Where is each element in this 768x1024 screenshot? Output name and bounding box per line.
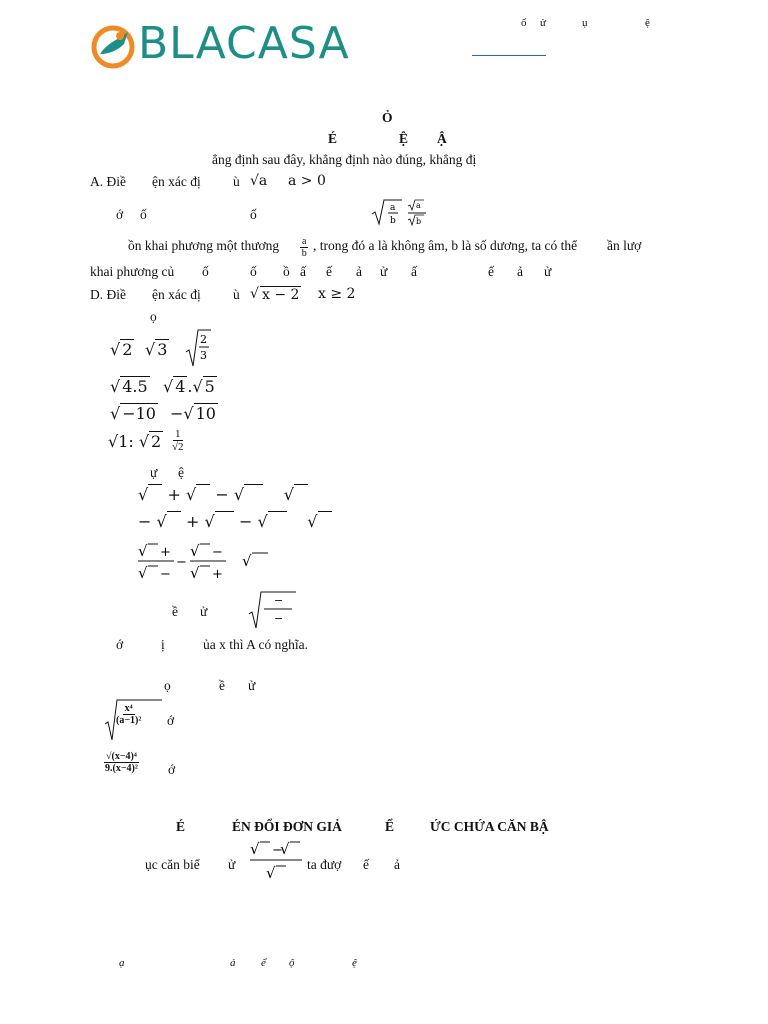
option-b-frag-2: ố <box>140 207 147 222</box>
option-d-mid: ện xác đị <box>152 287 201 302</box>
option-d-label: D. Điề <box>90 287 126 302</box>
svg-text:b: b <box>390 216 396 226</box>
q2-row1-item3 <box>185 328 215 368</box>
q5-frag-3: ử <box>248 678 256 693</box>
q2-row2-item1: √ 4.5 <box>110 377 148 396</box>
option-d-expr: x − 2 <box>262 287 300 303</box>
q4-frag-1: ề <box>172 604 178 619</box>
option-c-frag: ố <box>250 264 257 279</box>
svg-text:−: − <box>160 567 171 582</box>
option-c-frag: ố <box>202 264 209 279</box>
svg-text:+: + <box>160 545 171 560</box>
q5-frag-1: ọ <box>164 678 171 693</box>
question-intro: ẳng định sau đây, khẳng định nào đúng, khẳng đị <box>212 152 477 167</box>
header-link-underline[interactable] <box>472 55 546 56</box>
svg-text:√: √ <box>242 552 252 570</box>
footer-fragment: ộ <box>289 957 295 969</box>
svg-text:√: √ <box>190 564 200 582</box>
svg-text:a: a <box>390 203 396 213</box>
q2-row4-item1: √1: √ 2 <box>108 432 162 451</box>
option-a-label: A. Điề <box>90 174 126 189</box>
option-c-frag: ồ <box>283 264 290 279</box>
option-d-sqrt-sign: √ <box>250 286 259 302</box>
svg-text:−: − <box>272 843 283 858</box>
option-c-frag: ế <box>488 264 494 279</box>
q2-row3-item1: √ −10 <box>110 404 156 423</box>
svg-text:−: − <box>274 594 284 607</box>
svg-text:b: b <box>416 217 422 226</box>
q6-start: ục căn biể <box>145 857 200 872</box>
header-fragment-4: ệ <box>645 17 650 29</box>
svg-text:√: √ <box>138 564 148 582</box>
q5-fraction-2: $\frac{\text{√(x−4)⁴}}{\text{9.(x−4)²}}$ <box>105 751 138 774</box>
q5-fraction-1: $\frac{\text{x⁴}}{\text{(a−1)²}}$ <box>116 703 142 726</box>
fraction-a-over-b: $\frac{a}{b}$ <box>301 236 307 259</box>
svg-text:√: √ <box>190 542 200 560</box>
q4-sqrt-fraction <box>248 590 298 630</box>
q3-expr-3 <box>136 540 286 584</box>
q2-row1-item1: √ 2 <box>110 340 133 359</box>
option-a-expr: √a <box>250 173 268 189</box>
header-fragment-1: ổ <box>521 17 527 29</box>
q4-line-frag-2: ị <box>161 637 165 652</box>
option-b-frag-1: ớ <box>116 207 124 222</box>
svg-text:√: √ <box>138 542 148 560</box>
q6-fraction <box>248 838 304 884</box>
q6-mid: ử <box>228 857 236 872</box>
q2-row3-item2: −√ 10 <box>170 404 216 423</box>
option-c-frag: ử <box>380 264 388 279</box>
q2-row2-item2: √ 4 .√ 5 <box>163 377 215 396</box>
svg-text:+: + <box>212 567 223 582</box>
svg-text:3: 3 <box>200 349 207 362</box>
footer-fragment: ệ <box>352 957 357 969</box>
title-part-3: Ậ <box>437 131 447 146</box>
section-part-3: Ể <box>385 819 395 834</box>
option-d-tail: ù <box>233 287 240 302</box>
footer-fragment: ả <box>230 957 236 969</box>
logo-text: BLACASA <box>138 18 350 69</box>
q3-expr-2: − √ + √ − √ √ <box>138 512 332 531</box>
q6-e2: ả <box>394 857 400 872</box>
option-b-frag-3: ố <box>250 207 257 222</box>
q4-line-text: ủa x thì A có nghĩa. <box>203 637 308 652</box>
q5-frag-2: ề <box>219 678 225 693</box>
option-a-mid: ện xác đị <box>152 174 201 189</box>
q2-row1-item2: √ 3 <box>145 340 168 359</box>
section-part-2: ÉN ĐỔI ĐƠN GIẢ <box>232 819 342 834</box>
option-d-cond: x ≥ 2 <box>318 286 356 302</box>
option-c-frag: ử <box>544 264 552 279</box>
option-c-frag: ả <box>356 264 362 279</box>
q4-frag-2: ử <box>200 604 208 619</box>
q3-frag-2: ệ <box>178 465 184 480</box>
svg-text:−: − <box>176 555 187 570</box>
q2-label: ọ <box>150 309 157 324</box>
svg-text:√: √ <box>280 840 290 858</box>
option-c-line1-end: , trong đó a là không âm, b là số dương, ta có thể <box>313 238 578 253</box>
q5-after-1: ớ <box>167 713 175 728</box>
svg-text:√: √ <box>266 864 276 882</box>
q5-after-2: ớ <box>168 762 176 777</box>
footer-fragment: ạ <box>119 957 125 969</box>
option-c-frag: ả <box>517 264 523 279</box>
option-c-line2-start: khai phương củ <box>90 264 175 279</box>
svg-text:2: 2 <box>200 333 207 346</box>
sqrt-a-over-b-formula <box>370 198 430 228</box>
header-fragment-2: ử <box>540 17 546 29</box>
q6-end: ta đượ <box>307 857 342 872</box>
title-part-2: Ệ <box>399 131 409 146</box>
option-c-frag: ấ <box>300 264 306 279</box>
q6-e1: ế <box>363 857 369 872</box>
svg-text:√: √ <box>250 840 260 858</box>
q2-row4-item2: $\frac{1}{√2}$ <box>172 428 184 454</box>
option-c-frag: ấ <box>411 264 417 279</box>
svg-text:−: − <box>274 612 284 625</box>
option-c-line1-start: ồn khai phương một thương <box>128 238 280 253</box>
section-part-4: ỨC CHỨA CĂN BẬ <box>430 819 549 834</box>
q4-line-frag-1: ớ <box>116 637 124 652</box>
q3-expr-1: √ + √ − √ √ <box>138 485 308 504</box>
header-fragment-3: ụ <box>582 17 588 29</box>
svg-text:a: a <box>416 201 421 210</box>
footer-fragment: ể <box>261 957 266 969</box>
logo-mark-icon <box>90 24 136 70</box>
section-part-1: É <box>176 819 186 834</box>
svg-text:−: − <box>212 545 223 560</box>
q3-frag-1: ự <box>150 465 158 480</box>
option-c-line1-tail: ần lượ <box>607 238 642 253</box>
option-c-frag: ế <box>326 264 332 279</box>
option-a-tail: ù <box>233 174 240 189</box>
title-line1: Ỏ <box>382 110 393 125</box>
option-a-cond: a > 0 <box>288 173 326 189</box>
title-part-1: É <box>328 131 338 146</box>
